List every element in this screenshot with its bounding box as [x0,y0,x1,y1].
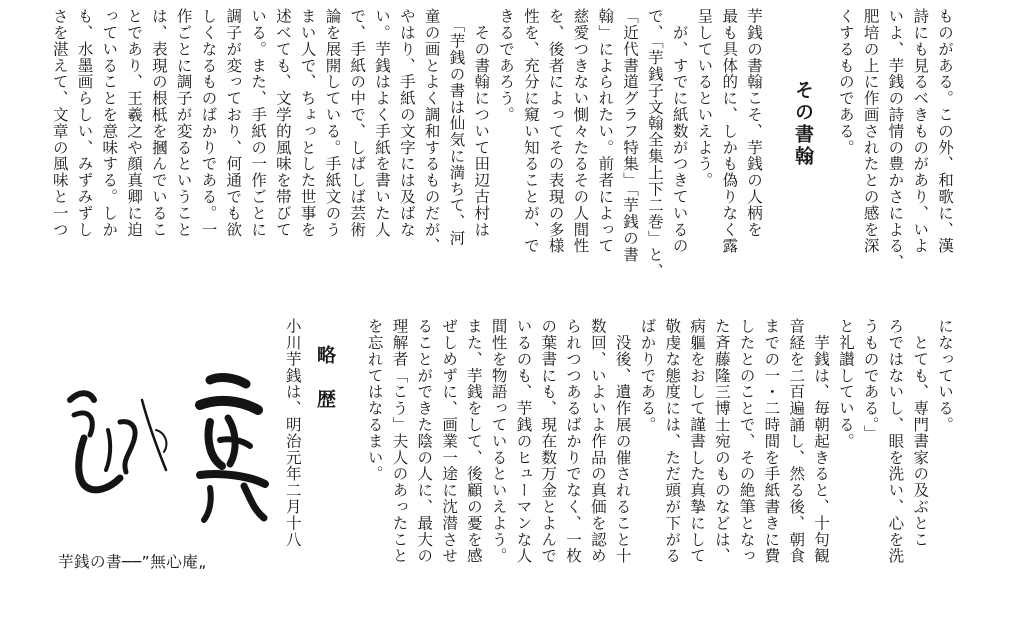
shokan-body-lower: になっている。 とても、専門書家の及ぶとこ ろではないし、眼を洗い、心を洗 うものである。」 と礼讃している。 芋銭は、毎朝起きると、十句観 音経を二百遍誦し、然る後、朝食 までの一・二時間を手紙書きに費 したとのことで、その絶筆となっ た斉藤隆三博士宛のものなどは、 病軀をおして謹書した真摯にして 敬虔な態度には、ただ頭が下がる ばかりである。 没後、遺作展の催されること十 数回、いよいよ作品の真価を認め られつつあるばかりでなく、一枚 の葉書にも、現在数万金とよんで いるのも、芋銭のヒューマンな人 間性を物語っているといえよう。 また、芋銭をして、後顧の憂を感 ぜしめずに、画業一途に沈潜させ ることができた陰の人に、最大の 理解者「こう」夫人のあったこと を忘れてはなるまい。 [365,318,954,564]
shokan-body-upper: 芋銭の書翰こそ、芋銭の人柄を 最も具体的に、しかも偽りなく露 呈しているといえよう。 が、すでに紙数がつきているの で、「芋銭子文翰全集上下二巻」と、 「近代書道グラフ特集」「芋銭の書 翰」によられたい。前者によって 慈愛つきない惻々たるその人間性 を、後者によってその表現の多様 性を、充分に窺い知ることが、で きるであろう。 その書翰について田辺古村は 「芋銭の書は仙気に満ちて、河 童の画とよく調和するものだが、 やはり、手紙の文字には及ばな い。芋銭はよく手紙を書いた人 で、手紙の中で、しばしば芸術 論を展開している。手紙文のう まい人で、ちょっとした世事を 述べても、文学的風味を帯びて いる。また、手紙の一作ごとに 調子が変っており、何通でも欲 しくなるものばかりである。一 作ごとに調子が変るということ は、表現の根柢を摑んでいるこ とであり、王羲之や顔真卿に迫 っていることを意味する。しか も、水墨画らしい、みずみずし さを湛えて、文章の風味と一つ [50,8,763,280]
ryakureki-heading: 略 歴 [314,345,336,411]
shokan-heading: その書翰 [792,80,814,168]
calligraphy-caption: 芋銭の書──”無心庵„ [58,553,207,571]
calligraphy-image [60,360,280,530]
upper-right-text-block: ものがある。この外、和歌に、漢 詩にも見るべきものがあり、いよ いよ、芋銭の詩情の豊かさによる、 肥培の上に作画されたとの感を深 くするものである。 [836,8,954,271]
ryakureki-body: 小川芋銭は、明治元年二月十八 [283,318,302,548]
